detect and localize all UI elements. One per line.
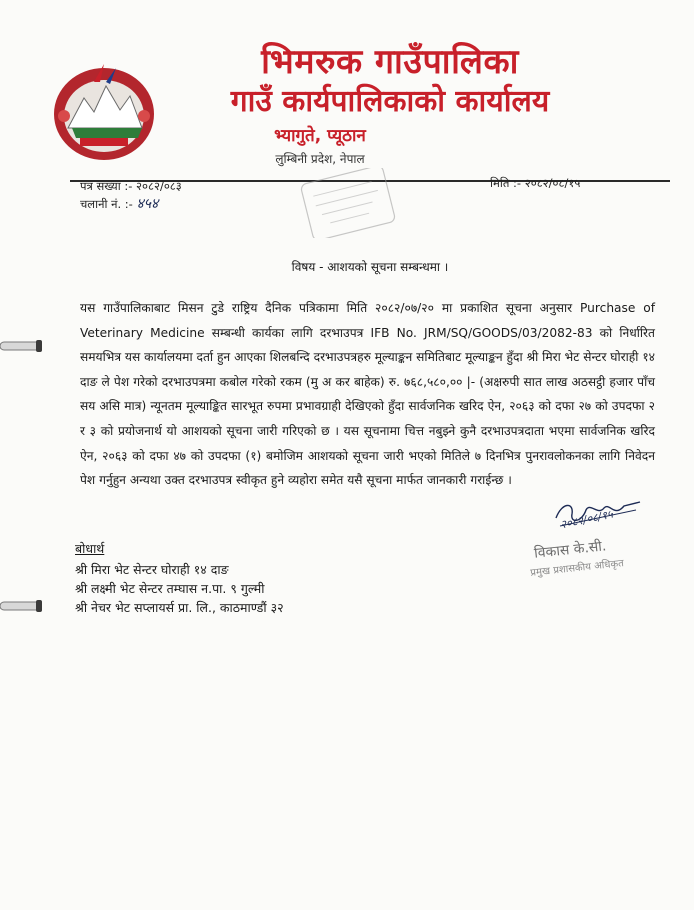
cc-item: श्री मिरा भेट सेन्टर घोराही १४ दाङ: [75, 562, 229, 577]
office-stamp: [300, 168, 396, 238]
cc-item: श्री लक्ष्मी भेट सेन्टर तम्घास न.पा. ९ गुल्मी: [75, 581, 265, 596]
letter-date-value: २०८२/०८/१५: [524, 176, 581, 190]
signature-date: २०८२/०८/१५: [559, 507, 614, 532]
dispatch-number: [80, 196, 158, 212]
office-name: गाउँ कार्यपालिकाको कार्यालय: [230, 84, 550, 119]
office-location: भ्यागुते, प्यूठान: [274, 126, 366, 146]
nepal-emblem-icon: [50, 58, 158, 166]
dispatch-number-label: चलानी नं. :-: [80, 197, 133, 211]
cc-item: श्री नेचर भेट सप्लायर्स प्रा. लि., काठमाण्डौं ३२: [75, 600, 284, 615]
letter-number-label: पत्र सख्या :-: [80, 179, 133, 193]
letter-date: [490, 175, 580, 191]
letter-subject: विषय - आशयको सूचना सम्बन्धमा ।: [291, 260, 449, 274]
binder-clip-icon: [0, 340, 44, 352]
dispatch-number-value: ४५४: [136, 196, 159, 212]
letter-number-value: २०८२/०८३: [136, 179, 182, 193]
signer-title: प्रमुख प्रशासकीय अधिकृत: [529, 558, 625, 579]
cc-heading: बोधार्थ: [75, 541, 105, 556]
letter-date-label: मिति :-: [490, 176, 522, 190]
letter-body: यस गाउँपालिकाबाट मिसन टुडे राष्ट्रिय दैनिक पत्रिकामा मिति २०८२/०७/२० मा प्रकाशित सूचना अनुसार Purchase of Veterinary Medicine सम्बन्धी कार्यका लागि दरभाउपत्र IFB No. JRM/SQ/GOODS/03/2082-83 को निर्धारित समयभित्र यस कार्यालयमा दर्ता हुन आएका शिलबन्दि दरभाउपत्रहरु मूल्याङ्कन समितिबाट मूल्याङ्कन हुँदा श्री मिरा भेट सेन्टर घोराही १४ दाङ ले पेश गरेको दरभाउपत्रमा कबोल गरेको रकम (मु अ कर बाहेक) रु. ७६८,५८०,०० |- (अक्षरुपी सात लाख अठसट्ठी हजार पाँच सय असि मात्र) न्यूनतम मूल्याङ्कित सारभूत रुपमा प्रभावग्राही देखिएको हुँदा सार्वजनिक खरिद ऐन, २०६३ को दफा २७ को उपदफा २ र ३ को प्रयोजनार्थ यो आशयको सूचना जारी गरिएको छ । यस सूचनामा चित्त नबुझ्ने कुनै दरभाउपत्रदाता भएमा सार्वजनिक खरिद ऐन, २०६३ को दफा ४७ को उपदफा (१) बमोजिम आशयको सूचना जारी भएको मितिले ७ दिनभित्र पुनरावलोकनका लागि निवेदन पेश गर्नुहुन अन्यथा उक्त दरभाउपत्र स्वीकृत हुने व्यहोरा समेत यसै सूचना मार्फत जानकारी गराईन्छ ।: [80, 301, 655, 488]
office-province: लुम्बिनी प्रदेश, नेपाल: [275, 152, 365, 166]
org-name: भिमरुक गाउँपालिका: [261, 42, 519, 82]
letter-number: [80, 178, 182, 194]
signer-name: विकास के.सी.: [533, 538, 608, 562]
binder-clip-icon: [0, 600, 44, 612]
